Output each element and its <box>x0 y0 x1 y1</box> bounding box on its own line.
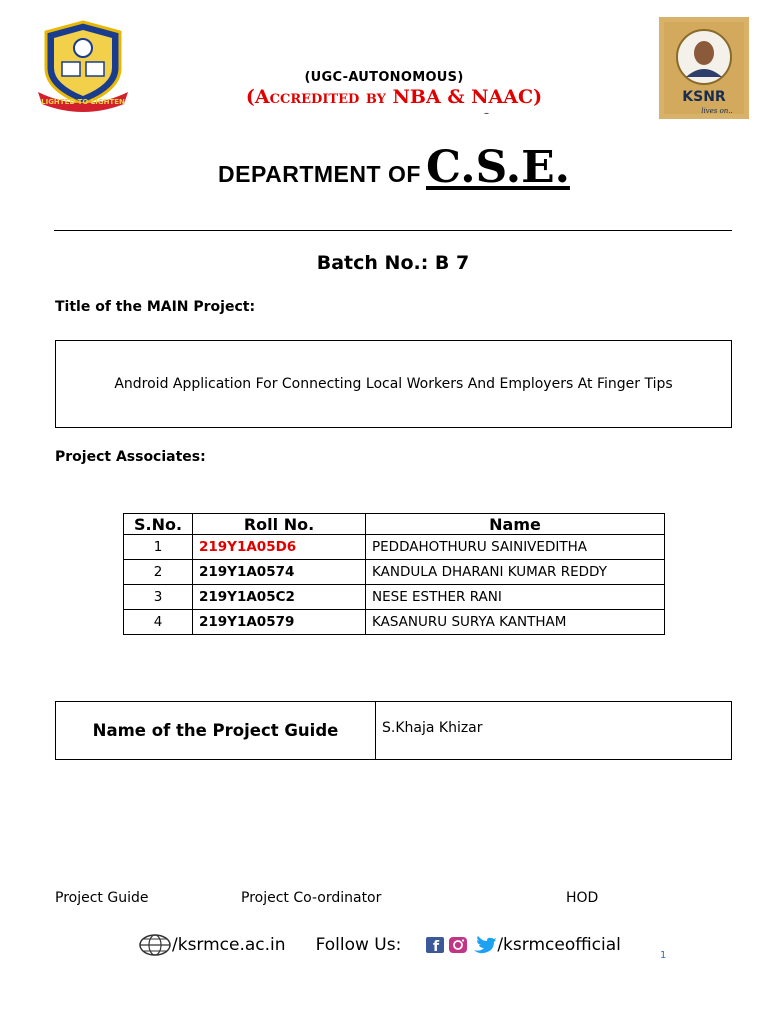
guide-label: Name of the Project Guide <box>56 702 376 759</box>
row-roll: 219Y1A0574 <box>193 560 366 585</box>
ksnr-tagline: lives on.. <box>701 107 733 115</box>
signature-guide: Project Guide <box>55 890 149 906</box>
follow-us-label: Follow Us: <box>315 935 402 955</box>
divider <box>54 230 732 231</box>
row-sno: 2 <box>124 560 193 585</box>
row-roll: 219Y1A05D6 <box>193 535 366 560</box>
associates-table <box>123 513 665 635</box>
title-label: Title of the MAIN Project: <box>55 299 256 315</box>
row-name: KASANURU SURYA KANTHAM <box>366 610 665 635</box>
table-row <box>124 560 665 585</box>
row-name: KANDULA DHARANI KUMAR REDDY <box>366 560 665 585</box>
table-row <box>124 585 665 610</box>
department-name: C.S.E. <box>425 142 570 193</box>
row-roll: 219Y1A05C2 <box>193 585 366 610</box>
project-guide-box <box>55 701 732 760</box>
project-title-box <box>55 340 732 428</box>
guide-name: S.Khaja Khizar <box>382 720 483 736</box>
globe-icon <box>138 933 172 957</box>
table-header-row <box>124 514 665 535</box>
instagram-icon[interactable] <box>447 936 471 954</box>
ugc-autonomous-text: (UGC-AUTONOMOUS) <box>304 70 464 85</box>
department-prefix: DEPARTMENT OF <box>218 161 421 187</box>
header-dash: – <box>484 108 489 119</box>
project-title: Android Application For Connecting Local Workers And Employers At Finger Tips <box>114 376 673 392</box>
row-sno: 4 <box>124 610 193 635</box>
row-sno: 3 <box>124 585 193 610</box>
header-name: Name <box>366 514 665 535</box>
row-sno: 1 <box>124 535 193 560</box>
facebook-icon[interactable] <box>425 936 447 954</box>
header-roll: Roll No. <box>193 514 366 535</box>
footer <box>138 932 621 958</box>
svg-text:f: f <box>433 939 440 954</box>
associates-label: Project Associates: <box>55 449 206 465</box>
signature-hod: HOD <box>566 890 599 906</box>
row-roll: 219Y1A0579 <box>193 610 366 635</box>
accreditation-text: (Accredited by NBA & NAAC) <box>245 86 543 108</box>
ksnr-text: KSNR <box>682 89 726 105</box>
website-link[interactable]: /ksrmce.ac.in <box>172 935 286 955</box>
batch-number: Batch No.: B 7 <box>316 252 470 274</box>
row-name: PEDDAHOTHURU SAINIVEDITHA <box>366 535 665 560</box>
social-handle[interactable]: /ksrmceofficial <box>497 935 621 955</box>
logo-banner-text: LIGHTED TO LIGHTEN <box>41 98 125 106</box>
header-sno: S.No. <box>124 514 193 535</box>
table-row <box>124 535 665 560</box>
department-heading <box>0 142 768 193</box>
table-row <box>124 610 665 635</box>
signature-coordinator: Project Co-ordinator <box>241 890 382 906</box>
page-number: 1 <box>660 950 667 961</box>
twitter-icon[interactable] <box>471 936 497 954</box>
row-name: NESE ESTHER RANI <box>366 585 665 610</box>
